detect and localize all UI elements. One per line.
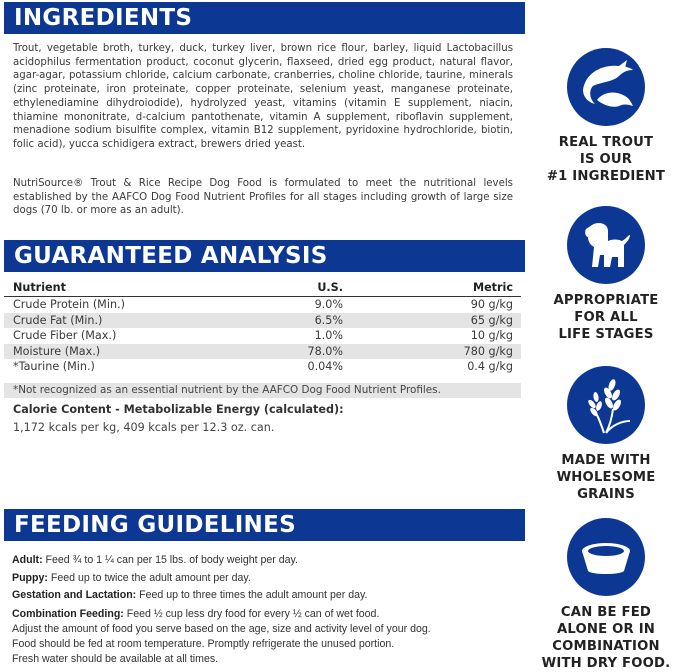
nutrient-name: Moisture (Max.) <box>13 344 101 358</box>
metric-value: 65 g/kg <box>470 313 513 327</box>
feeding-item-gestation <box>12 587 431 605</box>
wheat-icon <box>567 366 645 444</box>
badge-caption: APPROPRIATE FOR ALL LIFE STAGES <box>553 293 659 342</box>
us-value: 78.0% <box>307 344 343 358</box>
badge-caption: REAL TROUT IS OUR #1 INGREDIENT <box>546 135 666 184</box>
badge-wholesome-grains <box>540 366 672 503</box>
col-header-us: U.S. <box>317 281 343 294</box>
aafco-statement: NutriSource® Trout & Rice Recipe Dog Food is formulated to meet the nutritional levels established by the AAFCO Dog Food Nutrient Profiles for all stages including growth of large size dogs (70 lb. or more as an adult). <box>13 178 513 217</box>
badge-life-stages <box>540 206 672 343</box>
feeding-text: Feed up to three times the adult amount per day. <box>136 589 368 602</box>
feeding-label: Combination Feeding: <box>12 607 124 620</box>
nutrient-name: Crude Fiber (Max.) <box>13 329 117 343</box>
nutrient-name: Crude Fat (Min.) <box>13 313 103 327</box>
table-row <box>4 359 521 375</box>
nutrient-name: Crude Protein (Min.) <box>13 298 125 311</box>
ingredients-list: Trout, vegetable broth, turkey, duck, turkey liver, brown rice flour, barley, liquid Lactobacillus acidophilus fermentation product, coconut glycerin, flaxseed, dried egg product, natural flavor, agar-agar, potassium chloride, calcium carbonate, cranberries, choline chloride, taurine, minerals (zinc proteinate, iron proteinate, copper proteinate, selenium yeast, manganese proteinate, ethylenediamine dihydroiodide), hydrolyzed yeast, vitamins (vitamin E supplement, niacin, thiamine mononitrate, d-calcium pantothenate, vitamin A supplement, riboflavin supplement, menadione sodium bisulfite complex, vitamin B12 supplement, pyridoxine hydrochloride, biotin, folic acid), yucca schidigera extract, brewers dried yeast. <box>13 43 513 150</box>
col-header-nutrient: Nutrient <box>13 281 66 294</box>
table-row <box>4 344 521 360</box>
badge-caption: MADE WITH WHOLESOME GRAINS <box>556 453 656 502</box>
feeding-guidelines <box>12 552 431 667</box>
metric-value: 0.4 g/kg <box>467 360 513 374</box>
feeding-text: Feed ¾ to 1 ¼ can per 15 lbs. of body weight per day. <box>42 554 298 566</box>
puppy-icon <box>567 206 645 284</box>
feeding-item-puppy <box>12 570 431 588</box>
table-header-row <box>4 280 521 297</box>
feeding-text: Feed ½ cup less dry food for every ½ can of wet food. <box>123 607 380 620</box>
badge-real-trout <box>540 48 672 185</box>
feeding-item-adult <box>12 552 431 570</box>
feeding-note: Food should be fed at room temperature. Promptly refrigerate the unused portion. <box>12 637 395 650</box>
trout-icon <box>567 48 645 126</box>
taurine-footnote: *Not recognized as an essential nutrient by the AAFCO Dog Food Nutrient Profiles. <box>4 383 521 398</box>
calorie-title: Calorie Content - Metabolizable Energy (calculated): <box>13 403 344 416</box>
us-value: 1.0% <box>314 329 343 343</box>
feeding-note: Adjust the amount of food you serve based on the age, size and activity level of your dog. <box>12 622 431 635</box>
badge-combination-feeding <box>540 518 672 672</box>
feeding-label: Adult: <box>12 554 43 566</box>
metric-value: 780 g/kg <box>463 344 513 358</box>
table-row <box>4 297 521 313</box>
feeding-note: Fresh water should be available at all times. <box>12 652 219 665</box>
badge-caption: CAN BE FED ALONE OR IN COMBINATION WITH DRY FOOD. <box>541 605 671 671</box>
col-header-metric: Metric <box>472 281 513 294</box>
feeding-item-combination <box>12 607 431 622</box>
us-value: 9.0% <box>314 298 343 311</box>
feeding-header: FEEDING GUIDELINES <box>4 509 525 541</box>
us-value: 6.5% <box>314 313 343 327</box>
feeding-text: Feed up to twice the adult amount per day. <box>47 571 251 584</box>
us-value: 0.04% <box>307 360 343 374</box>
feeding-label: Puppy: <box>12 571 48 584</box>
feeding-label: Gestation and Lactation: <box>12 589 137 602</box>
analysis-header: GUARANTEED ANALYSIS <box>4 240 525 272</box>
metric-value: 10 g/kg <box>470 329 513 343</box>
nutrient-name: *Taurine (Min.) <box>13 360 95 374</box>
table-row <box>4 328 521 344</box>
table-row <box>4 313 521 329</box>
ingredients-header: INGREDIENTS <box>4 2 525 34</box>
bowl-icon <box>567 518 645 596</box>
metric-value: 90 g/kg <box>470 298 513 311</box>
analysis-table <box>4 280 521 375</box>
calorie-value: 1,172 kcals per kg, 409 kcals per 12.3 oz. can. <box>13 421 275 434</box>
